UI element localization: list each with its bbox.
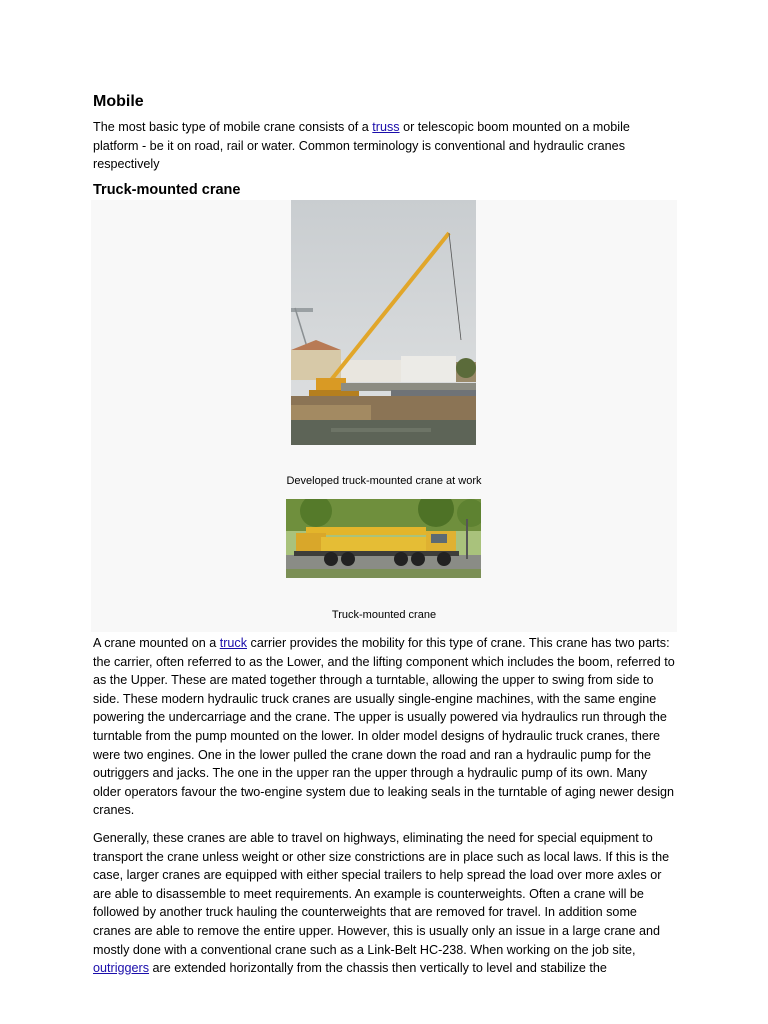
figure-caption-crane-at-work: Developed truck-mounted crane at work — [286, 475, 482, 487]
truck-link[interactable]: truck — [219, 636, 248, 650]
truss-link[interactable]: truss — [372, 120, 400, 134]
article-content — [93, 92, 677, 978]
section-heading-mobile: Mobile — [93, 93, 144, 110]
truck-mounted-crane-photo — [286, 499, 481, 578]
intro-paragraph — [93, 118, 677, 174]
body-paragraph-1 — [93, 634, 677, 820]
intro-text-end: or telescopic boom mounted on a mobile platform - be it on road, rail or water. Common terminology is conventional and hydraulic cranes respectively — [93, 120, 630, 172]
figure-caption-truck-mounted-crane: Truck-mounted crane — [331, 609, 437, 621]
p2-text-start: Generally, these cranes are able to travel on highways, eliminating the need for special equipment to transport the crane unless weight or other size constrictions are in place such as local laws. If this is the case, larger cranes are equipped with either special trailers to help spread the load over more axles or are able to disassemble to meet requirements. An example is counterweights. Often a crane will be followed by another truck hauling the counterweights that are removed for travel. In addition some cranes are able to remove the entire upper. However, this is usually only an issue in a large crane and mostly done with a conventional crane such as a Link-Belt HC-238. When working on the job site, — [93, 830, 670, 957]
intro-text-start: The most basic type of mobile crane consists of a — [93, 120, 373, 134]
p2-text-end: are extended horizontally from the chassis then vertically to level and stabilize the — [149, 961, 607, 976]
body-paragraph-2 — [93, 829, 677, 978]
p1-text-start: A crane mounted on a — [93, 636, 220, 650]
subsection-heading-truck-mounted-crane: Truck-mounted crane — [93, 182, 241, 198]
outriggers-link[interactable]: outriggers — [93, 961, 150, 976]
p1-text-end: carrier provides the mobility for this type of crane. This crane has two parts: the carrier, often referred to as the Lower, and the lifting component which includes the boom, referred to as the Upper. These are mated together through a turntable, allowing the upper to swing from side to side. These modern hydraulic truck cranes are usually single-engine machines, with the same engine powering the undercarriage and the crane. The upper is usually powered via hydraulics run through the turntable from the pump mounted on the lower. In older model designs of hydraulic truck cranes, there were two engines. One in the lower pulled the crane down the road and ran a hydraulic pump for the outriggers and jacks. The one in the upper ran the upper through a hydraulic pump of its own. Many older operators favour the two-engine system due to leaking seals in the turntable of aging newer design cranes. — [93, 636, 675, 818]
crane-at-work-photo — [291, 200, 476, 445]
figure-panel — [91, 200, 677, 632]
